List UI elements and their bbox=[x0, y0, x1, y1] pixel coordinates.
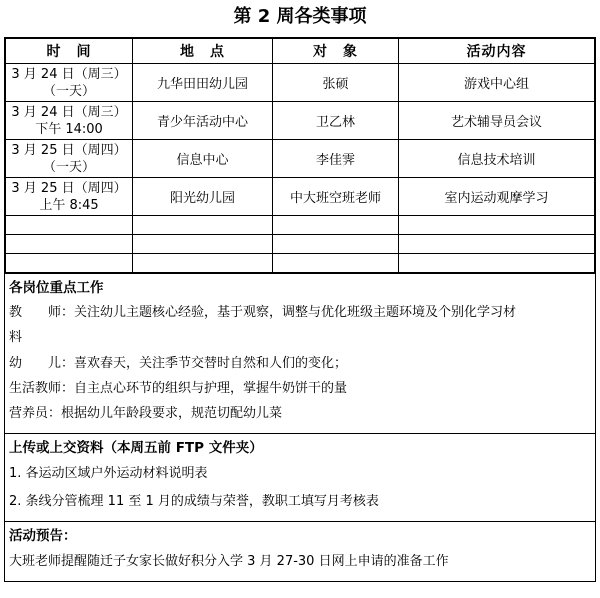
time-detail: 上午 8:45 bbox=[39, 197, 99, 213]
blank-row bbox=[6, 216, 595, 235]
table-row bbox=[6, 64, 595, 102]
upload-item: 2. 条线分管梳理 11 至 1 月的成绩与荣誉，教职工填写月考核表 bbox=[9, 494, 379, 509]
time-cell bbox=[6, 102, 133, 140]
place-cell: 阳光幼儿园 bbox=[133, 178, 273, 216]
blank-row bbox=[6, 254, 595, 273]
header-target: 对 象 bbox=[273, 39, 399, 64]
target-cell: 中大班空班老师 bbox=[273, 178, 399, 216]
nutri-text: 根据幼儿年龄段要求，规范切配幼儿菜 bbox=[61, 406, 283, 421]
blank-row bbox=[6, 235, 595, 254]
content-cell: 游戏中心组 bbox=[399, 64, 595, 102]
time-date: 3 月 24 日（周三） bbox=[11, 66, 127, 82]
nutritionist-duty bbox=[9, 401, 591, 426]
teacher-duty bbox=[9, 300, 591, 325]
teacher-label: 教 师： bbox=[9, 305, 75, 320]
time-cell bbox=[6, 140, 133, 178]
place-cell: 青少年活动中心 bbox=[133, 102, 273, 140]
weekly-sheet bbox=[4, 37, 596, 582]
nutri-label: 营养员： bbox=[9, 406, 62, 421]
preview-text: 大班老师提醒随迁子女家长做好积分入学 3 月 27-30 日网上申请的准备工作 bbox=[9, 554, 449, 569]
header-place: 地 点 bbox=[133, 39, 273, 64]
life-label: 生活教师： bbox=[9, 381, 75, 396]
content-cell: 艺术辅导员会议 bbox=[399, 102, 595, 140]
schedule-table bbox=[5, 38, 595, 273]
target-cell: 卫乙林 bbox=[273, 102, 399, 140]
duties-section bbox=[5, 273, 595, 433]
time-detail: 下午 14:00 bbox=[35, 121, 103, 137]
child-duty bbox=[9, 351, 591, 376]
teacher-text-cont: 料 bbox=[9, 330, 23, 345]
time-detail: （一天） bbox=[42, 159, 95, 175]
header-time: 时 间 bbox=[6, 39, 133, 64]
page-title: 第 2 周各类事项 bbox=[233, 6, 367, 27]
table-row bbox=[6, 140, 595, 178]
upload-section bbox=[5, 433, 595, 521]
table-header-row bbox=[6, 39, 595, 64]
place-cell: 九华田田幼儿园 bbox=[133, 64, 273, 102]
time-detail: （一天） bbox=[42, 83, 95, 99]
child-text: 喜欢春天，关注季节交替时自然和人们的变化； bbox=[74, 356, 348, 371]
table-row bbox=[6, 178, 595, 216]
header-content: 活动内容 bbox=[399, 39, 595, 64]
table-row bbox=[6, 102, 595, 140]
time-cell bbox=[6, 64, 133, 102]
content-cell: 信息技术培训 bbox=[399, 140, 595, 178]
time-date: 3 月 24 日（周三） bbox=[11, 104, 127, 120]
upload-title: 上传或上交资料（本周五前 FTP 文件夹） bbox=[9, 440, 263, 456]
child-label: 幼 儿： bbox=[9, 356, 75, 371]
duties-title: 各岗位重点工作 bbox=[9, 280, 104, 296]
time-cell bbox=[6, 178, 133, 216]
time-date: 3 月 25 日（周四） bbox=[11, 142, 127, 158]
time-date: 3 月 25 日（周四） bbox=[11, 180, 127, 196]
target-cell: 李佳霁 bbox=[273, 140, 399, 178]
content-cell: 室内运动观摩学习 bbox=[399, 178, 595, 216]
life-teacher-duty bbox=[9, 376, 591, 401]
target-cell: 张硕 bbox=[273, 64, 399, 102]
preview-section bbox=[5, 521, 595, 581]
preview-title: 活动预告： bbox=[9, 528, 77, 544]
teacher-text: 关注幼儿主题核心经验，基于观察，调整与优化班级主题环境及个别化学习材 bbox=[74, 305, 517, 320]
place-cell: 信息中心 bbox=[133, 140, 273, 178]
upload-item: 1. 各运动区域户外运动材料说明表 bbox=[9, 466, 208, 481]
life-text: 自主点心环节的组织与护理，掌握牛奶饼干的量 bbox=[74, 381, 348, 396]
